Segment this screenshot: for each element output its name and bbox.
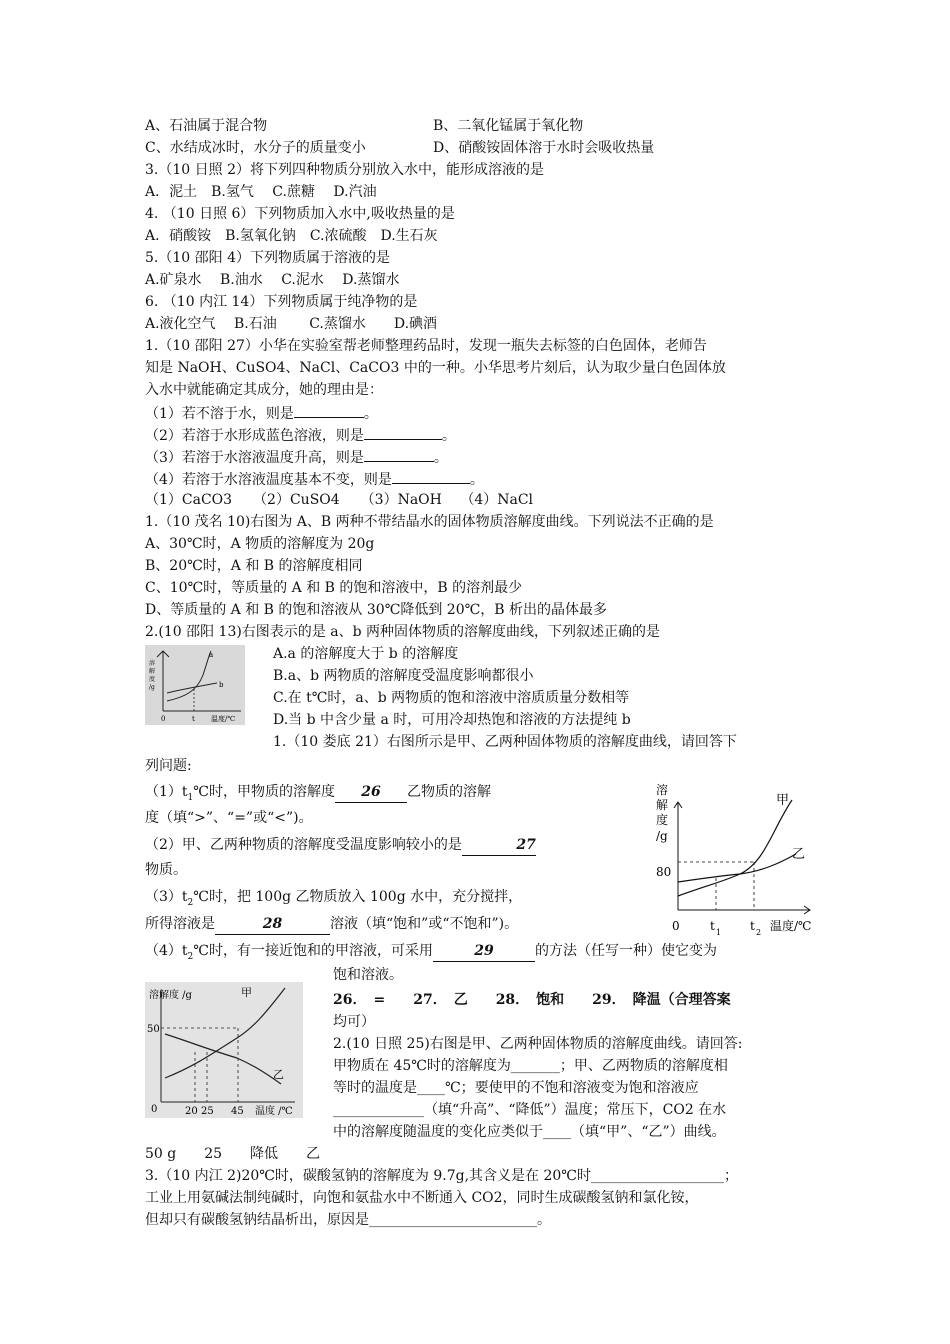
answer-26: 26 xyxy=(335,782,407,803)
x-axis-label: 温度/℃ xyxy=(770,919,812,933)
question-text: 列问题: xyxy=(145,758,192,774)
sub-question-3-cont: 所得溶液是 28 溶液（填“饱和”或“不饱和”)。 xyxy=(145,914,518,935)
option-c: C、10℃时，等质量的 A 和 B 的饱和溶液中，B 的溶剂最少 xyxy=(145,580,523,596)
question-text: 中的溶解度随温度的变化应类似于____（填“甲”、“乙”）曲线。 xyxy=(333,1124,726,1140)
curve-label-yi: 乙 xyxy=(273,1068,284,1081)
x-tick-20: 20 xyxy=(185,1106,198,1117)
question-text: _____________（填“升高”、“降低”）温度；常压下，CO2 在水 xyxy=(333,1102,727,1118)
option-b: B、二氧化锰属于氧化物 xyxy=(433,118,584,134)
answer-blank xyxy=(294,402,364,418)
answer-blank xyxy=(392,468,470,484)
sub-question-1: $(1)t_1℃$时，甲物质的溶解度 26 乙物质的溶解 xyxy=(145,784,491,803)
y-axis-label: 解 xyxy=(656,798,669,812)
y-axis-label: /g xyxy=(656,829,668,843)
solubility-figure-rizhao xyxy=(145,982,303,1118)
option-c: C、水结成冰时，水分子的质量变小 xyxy=(145,140,366,156)
sub-question: （1）若不溶于水，则是 。 xyxy=(145,402,378,424)
question-text: 甲物质在 45℃时的溶解度为_______；甲、乙两物质的溶解度相 xyxy=(333,1058,728,1074)
answer-row-cont: 均可） xyxy=(333,1014,375,1030)
problem-text: 入水中就能确定其成分，她的理由是： xyxy=(145,382,383,398)
solubility-figure-ab xyxy=(145,645,245,725)
answer-line: 50 g 25 降低 乙 xyxy=(145,1146,321,1162)
problem-text: 知是 NaOH、CuSO4、NaCl、CaCO3 中的一种。小华思考片刻后，认为取少量白色固体放 xyxy=(145,360,726,376)
question-text: 1.（10 娄底 21）右图所示是甲、乙两种固体物质的溶解度曲线，请回答下 xyxy=(273,734,737,750)
answer-28: 28 xyxy=(215,914,330,935)
option-line xyxy=(145,138,655,158)
x-tick-45: 45 xyxy=(231,1106,244,1117)
question-text: 2.(10 日照 25)右图是甲、乙两种固体物质的溶解度曲线。请回答: xyxy=(333,1036,743,1052)
answer-blank xyxy=(364,446,434,462)
sub-question-2: （2）甲、乙两种物质的溶解度受温度影响较小的是 27 xyxy=(145,835,536,856)
question-text: 2.(10 邵阳 13)右图表示的是 a、b 两种固体物质的溶解度曲线，下列叙述正确的是 xyxy=(145,624,661,640)
question-text: 1.（10 茂名 10)右图为 A、B 两种不带结晶水的固体物质溶解度曲线。下列说法不正确的是 xyxy=(145,514,714,530)
y-axis-label: 溶 xyxy=(149,660,156,667)
question-text: 等时的温度是____℃；要使甲的不饱和溶液变为饱和溶液应 xyxy=(333,1080,699,1096)
question-6: 6. （10 内江 14）下列物质属于纯净物的是 xyxy=(145,294,418,310)
question-4: 4. （10 日照 6）下列物质加入水中,吸收热量的是 xyxy=(145,206,455,222)
curve-label-jia: 甲 xyxy=(776,793,790,808)
answer-blank xyxy=(364,424,442,440)
question-text: 工业上用氨碱法制纯碱时，向饱和氨盐水中不断通入 CO2，同时生成碳酸氢钠和氯化铵， xyxy=(145,1190,699,1206)
option-a: A、石油属于混合物 xyxy=(145,118,268,134)
problem-text: 1.（10 邵阳 27）小华在实验室帮老师整理药品时，发现一瓶失去标签的白色固体，老师告 xyxy=(145,338,707,354)
answer-row: 26． = 27． 乙 28． 饱和 29． 降温（合理答案 xyxy=(333,992,731,1008)
question-3: 3.（10 日照 2）将下列四种物质分别放入水中，能形成溶液的是 xyxy=(145,162,544,178)
y-axis-label: /g xyxy=(149,684,155,691)
tick-label-t: t xyxy=(192,715,195,723)
question-text: 3.（10 内江 2)20℃时，碳酸氢钠的溶解度为 9.7g,其含义是在 20℃时___________________； xyxy=(145,1168,738,1184)
tick-subscript: 1 xyxy=(716,928,722,937)
x-axis-label: 温度/℃ xyxy=(211,715,236,723)
sub-question-2-cont: 物质。 xyxy=(145,862,187,878)
question-3-options: A．泥土 B.氢气 C.蔗糖 D.汽油 xyxy=(145,184,377,200)
curve-label-jia: 甲 xyxy=(241,986,252,999)
curve-label-b: b xyxy=(219,681,224,689)
sub-question: （3）若溶于水溶液温度升高，则是 。 xyxy=(145,446,448,468)
y-axis-label: 度 xyxy=(656,813,669,827)
tick-subscript: 2 xyxy=(756,928,762,937)
curve-label-yi: 乙 xyxy=(792,847,806,862)
question-6-options: A.液化空气 B.石油 C.蒸馏水 D.碘酒 xyxy=(145,316,438,332)
y-axis-label: 溶解度 /g xyxy=(149,990,192,1001)
option-b: B、20℃时，A 和 B 的溶解度相同 xyxy=(145,558,363,574)
question-4-options: A．硝酸铵 B.氢氧化钠 C.浓硫酸 D.生石灰 xyxy=(145,228,438,244)
answer-27: 27 xyxy=(462,835,536,856)
option-a: A、30℃时，A 物质的溶解度为 20g xyxy=(145,536,375,552)
option-d: D、等质量的 A 和 B 的饱和溶液从 30℃降低到 20℃，B 析出的晶体最多 xyxy=(145,602,608,618)
sub-question: （4）若溶于水溶液温度基本不变，则是 。 xyxy=(145,468,484,490)
origin-label: 0 xyxy=(161,715,166,723)
answer-29: 29 xyxy=(433,941,535,962)
y-tick-80: 80 xyxy=(656,865,672,879)
sub-question-3: $(3)t_2℃$时，把 100g 乙物质放入 100g 水中，充分搅拌， xyxy=(145,889,523,908)
origin-label: 0 xyxy=(672,919,680,933)
x-axis-label: 温度 /℃ xyxy=(255,1106,293,1117)
option-c: C.在 t℃时，a、b 两物质的饱和溶液中溶质质量分数相等 xyxy=(273,690,630,706)
question-5: 5.（10 邵阳 4）下列物质属于溶液的是 xyxy=(145,250,390,266)
option-d: D、硝酸铵固体溶于水时会吸收热量 xyxy=(433,140,655,156)
sub-question-4: $(4)t_2℃$时，有一接近饱和的甲溶液，可采用 29 的方法（任写一种）使它变为 xyxy=(145,943,717,962)
y-axis-label: 度 xyxy=(149,676,156,683)
tick-label-t1: t xyxy=(710,919,715,933)
solubility-figure-jia-yi xyxy=(650,782,828,938)
sub-question: （2）若溶于水形成蓝色溶液，则是 。 xyxy=(145,424,456,446)
sub-question-1-cont: 度（填“>”、“=”或“<”)。 xyxy=(145,810,313,826)
option-line xyxy=(145,116,584,136)
question-5-options: A.矿泉水 B.油水 C.泥水 D.蒸馏水 xyxy=(145,272,400,288)
x-tick-25: 25 xyxy=(201,1106,214,1117)
y-axis-label: 溶 xyxy=(656,783,669,797)
origin-label: 0 xyxy=(151,1104,158,1115)
tick-label-t2: t xyxy=(750,919,755,933)
option-a: A.a 的溶解度大于 b 的溶解度 xyxy=(273,646,459,662)
option-d: D.当 b 中含少量 a 时，可用冷却热饱和溶液的方法提纯 b xyxy=(273,712,631,728)
curve-label-a: a xyxy=(209,651,214,659)
question-text: 但却只有碳酸氢钠结晶析出，原因是________________________。 xyxy=(145,1212,551,1228)
sub-question-4-cont: 饱和溶液。 xyxy=(333,967,403,983)
option-b: B.a、b 两物质的溶解度受温度影响都很小 xyxy=(273,668,534,684)
answer-line: （1）CaCO3 （2）CuSO4 （3）NaOH （4）NaCl xyxy=(145,492,534,508)
y-axis-label: 解 xyxy=(149,668,156,675)
y-tick-50: 50 xyxy=(147,1024,160,1035)
